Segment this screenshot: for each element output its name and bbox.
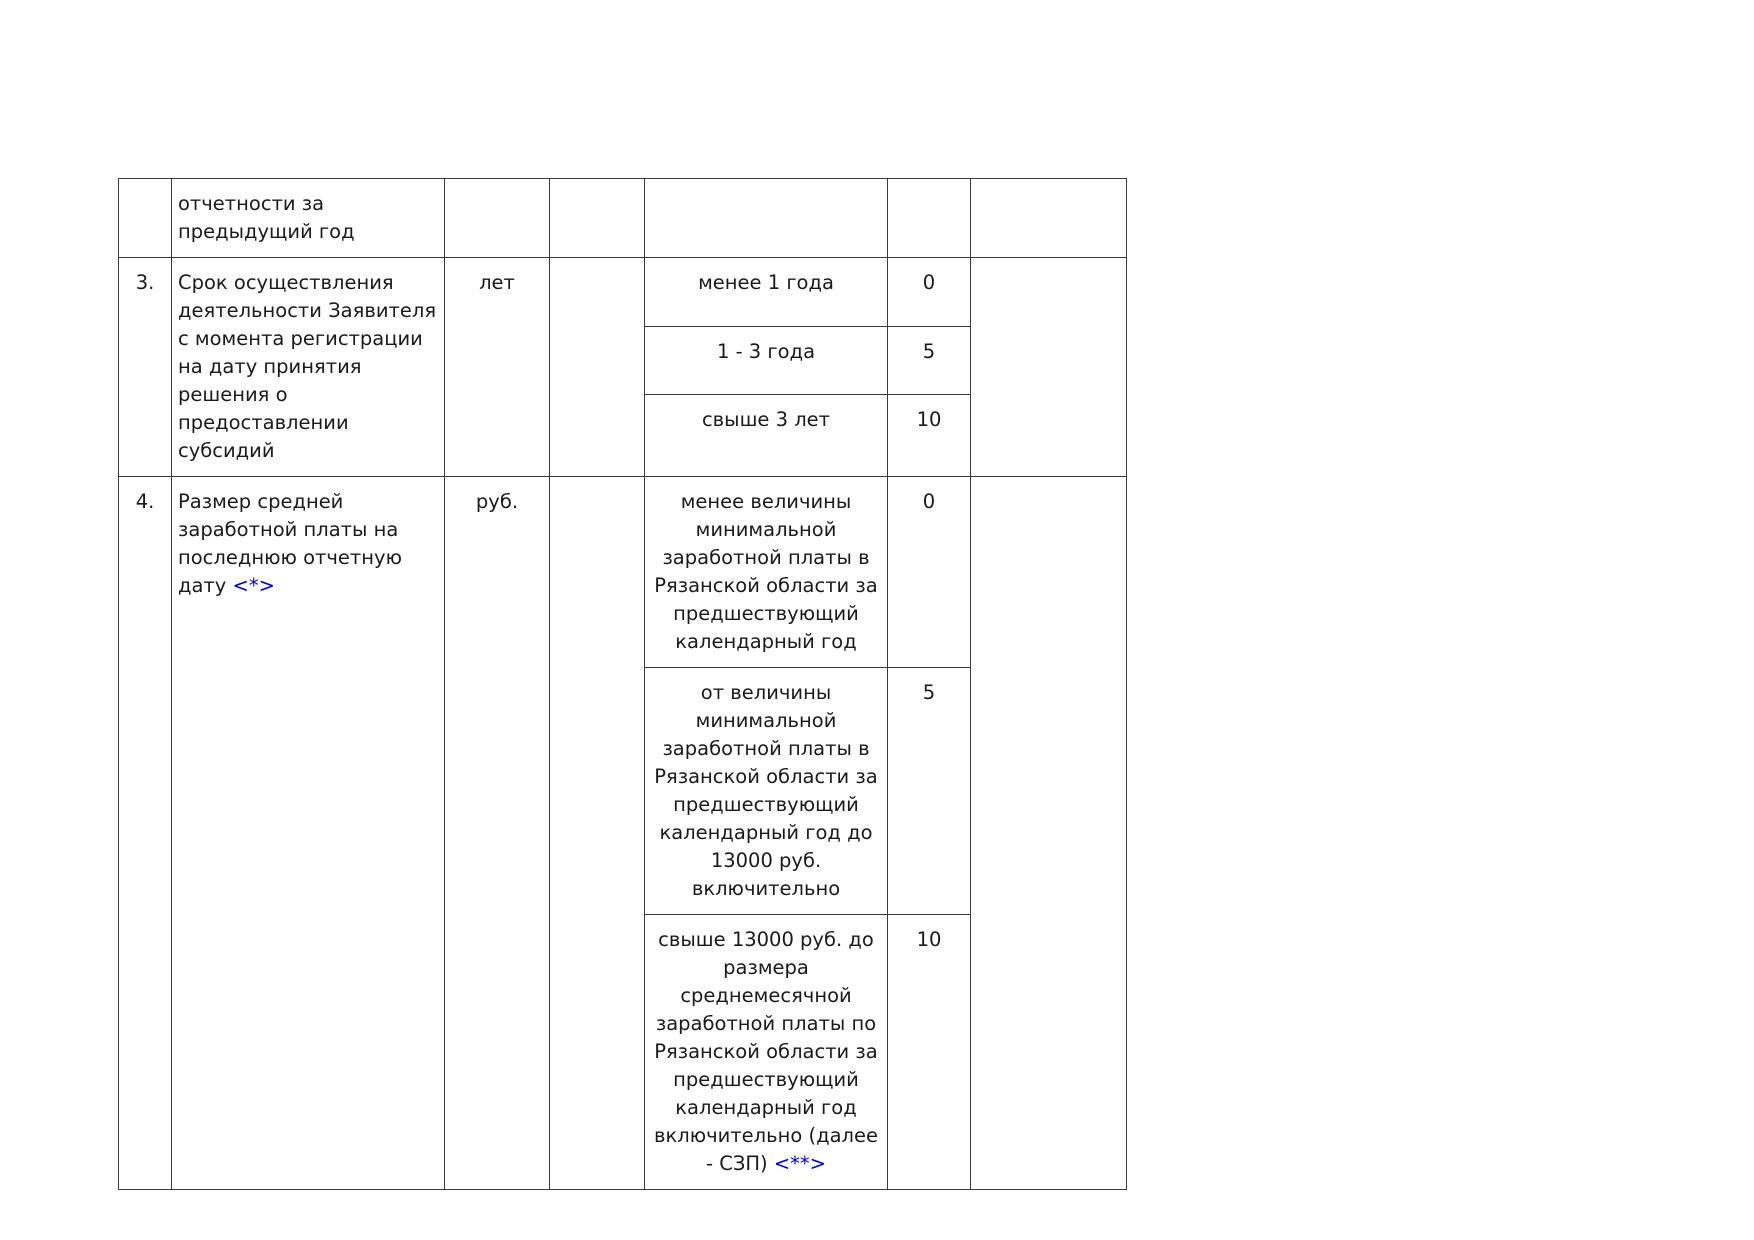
- criterion-name-cell: [172, 258, 445, 477]
- condition-cell: [645, 326, 888, 395]
- condition-cell: [645, 477, 888, 668]
- score-value: 10: [916, 928, 942, 951]
- score-value: 5: [922, 681, 936, 704]
- score-cell: [888, 395, 971, 477]
- condition-cell: [645, 395, 888, 477]
- empty-cell: [550, 258, 645, 477]
- score-cell: [888, 668, 971, 915]
- footnote-link[interactable]: <**>: [773, 1152, 826, 1175]
- score-value: 0: [922, 490, 936, 513]
- condition-cell: [645, 258, 888, 327]
- score-cell: [888, 915, 971, 1190]
- criterion-name-cell: [172, 179, 445, 258]
- condition-text: свыше 3 лет: [701, 408, 831, 432]
- condition-text: менее величины минимальной заработной платы в Рязанской области за предшествующий календарный год: [654, 490, 878, 653]
- empty-cell: [550, 179, 645, 258]
- condition-text: свыше 13000 руб. до размера среднемесячной заработной платы по Рязанской области за предшествующий календарный год включительно (далее - СЗП): [653, 928, 879, 1175]
- empty-cell: [550, 477, 645, 1190]
- unit-cell: [445, 179, 550, 258]
- score-value: 10: [916, 408, 942, 432]
- score-value: 5: [922, 339, 936, 363]
- row-number: 3.: [135, 271, 155, 294]
- row-number-cell: [119, 179, 172, 258]
- empty-cell: [971, 179, 1127, 258]
- footnote-link[interactable]: <*>: [232, 574, 275, 597]
- empty-cell: [971, 477, 1127, 1190]
- table-row-continuation: [119, 179, 1127, 258]
- criteria-table: [118, 178, 1127, 1190]
- table-row-4: [119, 477, 1127, 668]
- criterion-name: отчетности за предыдущий год: [178, 192, 355, 243]
- row-number-cell: [119, 477, 172, 1190]
- criterion-name: Срок осуществления деятельности Заявителя с момента регистрации на дату принятия решения о предоставлении субсидий: [178, 271, 437, 462]
- score-cell: [888, 477, 971, 668]
- unit-label: лет: [479, 271, 515, 294]
- score-cell: [888, 326, 971, 395]
- unit-cell: [445, 477, 550, 1190]
- condition-cell: [645, 915, 888, 1190]
- criterion-name: Размер средней заработной платы на последнюю отчетную дату: [178, 490, 402, 597]
- condition-cell: [645, 179, 888, 258]
- empty-cell: [971, 258, 1127, 477]
- unit-cell: [445, 258, 550, 477]
- score-cell: [888, 179, 971, 258]
- criterion-name-cell: [172, 477, 445, 1190]
- condition-cell: [645, 668, 888, 915]
- condition-text: от величины минимальной заработной платы в Рязанской области за предшествующий календарный год до 13000 руб. включительно: [654, 681, 878, 900]
- condition-text: 1 - 3 года: [716, 339, 816, 363]
- score-value: 0: [922, 271, 936, 294]
- row-number-cell: [119, 258, 172, 477]
- table-row-3: [119, 258, 1127, 327]
- row-number: 4.: [135, 490, 155, 513]
- unit-label: руб.: [475, 490, 519, 513]
- score-cell: [888, 258, 971, 327]
- condition-text: менее 1 года: [698, 271, 834, 294]
